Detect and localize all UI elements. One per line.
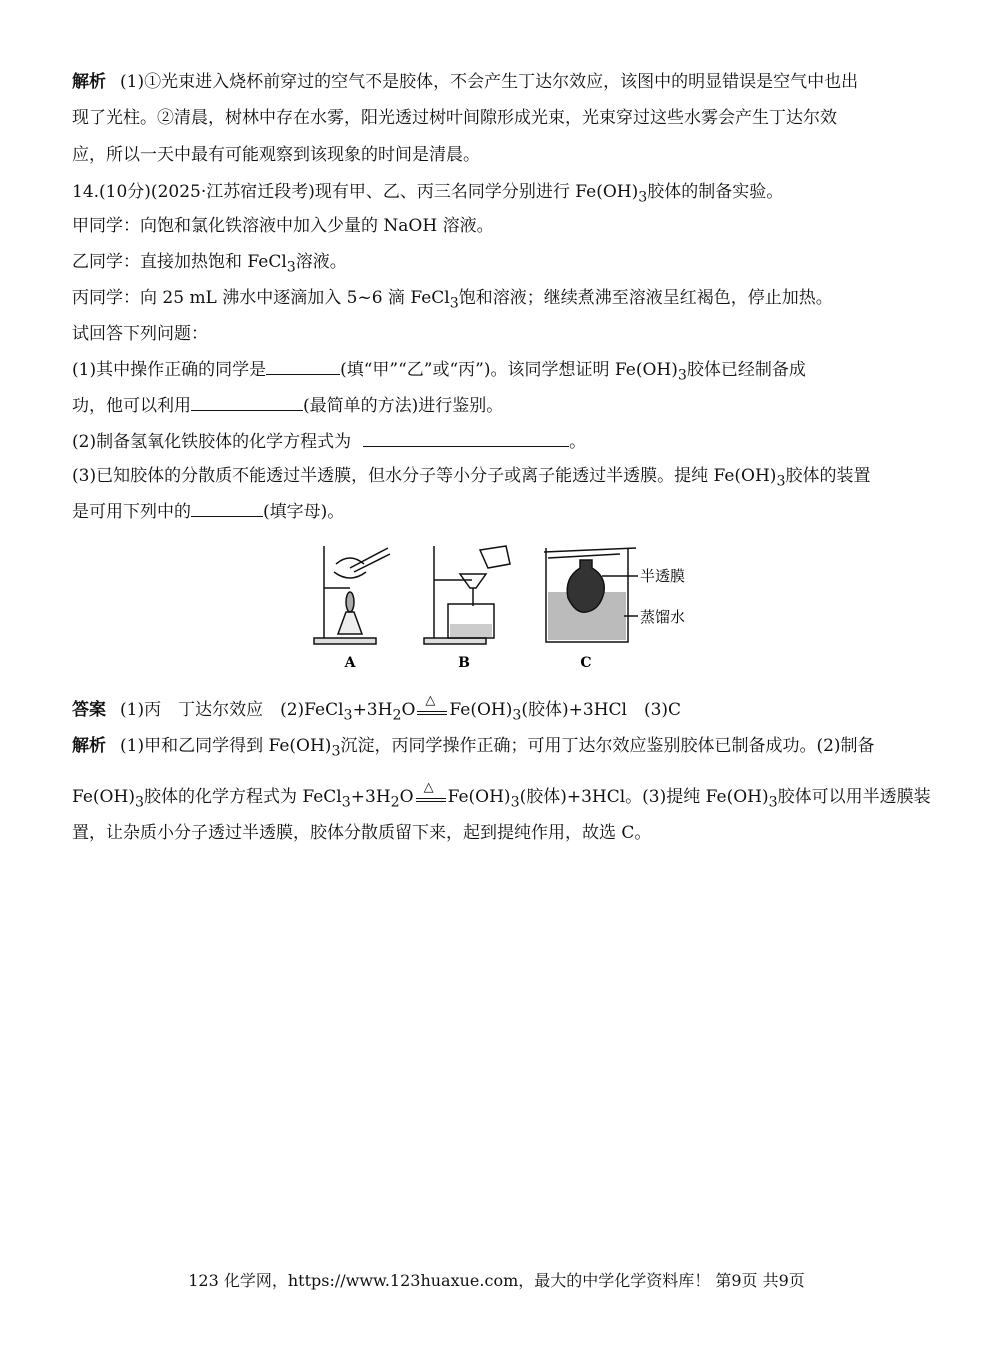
answer-blank[interactable]: [363, 430, 569, 447]
apparatus-b: [424, 546, 510, 644]
sub-question-1: [72, 358, 806, 386]
text: 。: [569, 432, 587, 452]
subscript: 3: [134, 794, 144, 811]
text: (胶体)+3HCl。(3)提纯 Fe(OH): [519, 787, 769, 807]
text: (填“甲”“乙”或“丙”)。该同学想证明 Fe(OH): [340, 360, 678, 380]
text: 丙同学：向 25 mL 沸水中逐滴加入 5~6 滴 FeCl: [72, 288, 450, 308]
water-label: 蒸馏水: [640, 608, 686, 626]
text: (1)丙 丁达尔效应 (2)FeCl: [120, 700, 344, 720]
text: 胶体的装置: [785, 466, 871, 486]
subscript: 3: [512, 707, 522, 724]
subscript: 3: [638, 189, 648, 206]
text: 乙同学：直接加热饱和 FeCl: [72, 252, 287, 272]
text: 饱和溶液；继续煮沸至溶液呈红褐色，停止加热。: [458, 288, 833, 308]
text: 胶体的化学方程式为 FeCl: [143, 787, 342, 807]
subscript: 2: [390, 794, 400, 811]
figure-label-a: A: [344, 655, 356, 671]
figure-label-c: C: [580, 655, 592, 671]
subscript: 3: [331, 743, 341, 760]
figure-label-b: B: [458, 655, 470, 671]
text: +3H: [350, 787, 391, 807]
text: 胶体可以用半透膜装: [777, 787, 931, 807]
heat-condition: [415, 693, 449, 726]
subscript: 3: [677, 367, 687, 384]
answer-blank[interactable]: [266, 358, 340, 375]
analysis-line-3: 置，让杂质小分子透过半透膜，胶体分散质留下来，起到提纯作用，故选 C。: [72, 823, 652, 843]
text: 14.(10分)(2025·江苏宿迁段考)现有甲、乙、丙三名同学分别进行 Fe(OH): [72, 182, 639, 202]
analysis-label: 解析: [72, 736, 106, 756]
prompt: 试回答下列问题：: [72, 324, 208, 344]
subscript: 3: [343, 707, 353, 724]
text: (1)甲和乙同学得到 Fe(OH): [120, 736, 332, 756]
answer-blank[interactable]: [191, 394, 303, 411]
subscript: 3: [341, 794, 351, 811]
prev-analysis-line-3: 应，所以一天中最有可能观察到该现象的时间是清晨。: [72, 145, 480, 165]
text: Fe(OH): [72, 787, 135, 807]
question-14-header: [72, 181, 783, 208]
answer-blank[interactable]: [191, 500, 263, 517]
text: O: [401, 700, 416, 720]
text: 溶液。: [295, 252, 347, 272]
text: (1)①光束进入烧杯前穿过的空气不是胶体，不会产生丁达尔效应，该图中的明显错误是空气中也出: [120, 72, 859, 92]
student-yi: [72, 251, 347, 278]
heat-condition: [414, 780, 448, 813]
text: 沉淀，丙同学操作正确；可用丁达尔效应鉴别胶体已制备成功。(2)制备: [340, 736, 875, 756]
text: (胶体)+3HCl (3)C: [521, 700, 682, 720]
text: 胶体已经制备成: [686, 360, 806, 380]
apparatus-c: [544, 548, 638, 642]
subscript: 2: [392, 707, 402, 724]
text: 胶体的制备实验。: [647, 182, 784, 202]
text: 功，他可以利用: [72, 396, 191, 416]
text: (2)制备氢氧化铁胶体的化学方程式为: [72, 432, 352, 452]
subscript: 3: [286, 259, 296, 276]
answer-label: 答案: [72, 700, 106, 720]
apparatus-a: [314, 546, 390, 644]
subscript: 3: [776, 473, 786, 490]
membrane-label: 半透膜: [640, 567, 686, 585]
subscript: 3: [768, 794, 778, 811]
text: (填字母)。: [263, 502, 345, 522]
delta-sign: △: [425, 693, 436, 709]
text: +3H: [352, 700, 393, 720]
sub-question-3: [72, 465, 870, 492]
student-bing: [72, 287, 833, 314]
student-jia: 甲同学：向饱和氯化铁溶液中加入少量的 NaOH 溶液。: [72, 216, 494, 236]
delta-sign: △: [423, 780, 434, 796]
prev-analysis-line-1: [72, 71, 858, 93]
text: 是可用下列中的: [72, 502, 191, 522]
analysis-line-2: [72, 780, 931, 813]
text: Fe(OH): [449, 700, 513, 720]
text: Fe(OH): [447, 787, 511, 807]
text: (最简单的方法)进行鉴别。: [303, 396, 504, 416]
apparatus-figure: [310, 542, 700, 677]
analysis-line-1: [72, 735, 875, 762]
text: (3)已知胶体的分散质不能透过半透膜，但水分子等小分子或离子能透过半透膜。提纯 Fe(OH): [72, 466, 777, 486]
answer-line: [72, 693, 682, 726]
sub-question-1-cont: [72, 394, 503, 417]
prev-analysis-line-2: 现了光柱。②清晨，树林中存在水雾，阳光透过树叶间隙形成光束，光束穿过这些水雾会产生丁达尔效: [72, 108, 837, 128]
text: (1)其中操作正确的同学是: [72, 360, 267, 380]
analysis-label: 解析: [72, 72, 106, 92]
text: O: [399, 787, 414, 807]
page-footer: 123 化学网，https://www.123huaxue.com，最大的中学化学资料库！ 第9页 共9页: [188, 1271, 805, 1290]
subscript: 3: [449, 295, 459, 312]
sub-question-3-cont: [72, 500, 344, 523]
subscript: 3: [510, 794, 520, 811]
sub-question-2: [72, 430, 586, 453]
